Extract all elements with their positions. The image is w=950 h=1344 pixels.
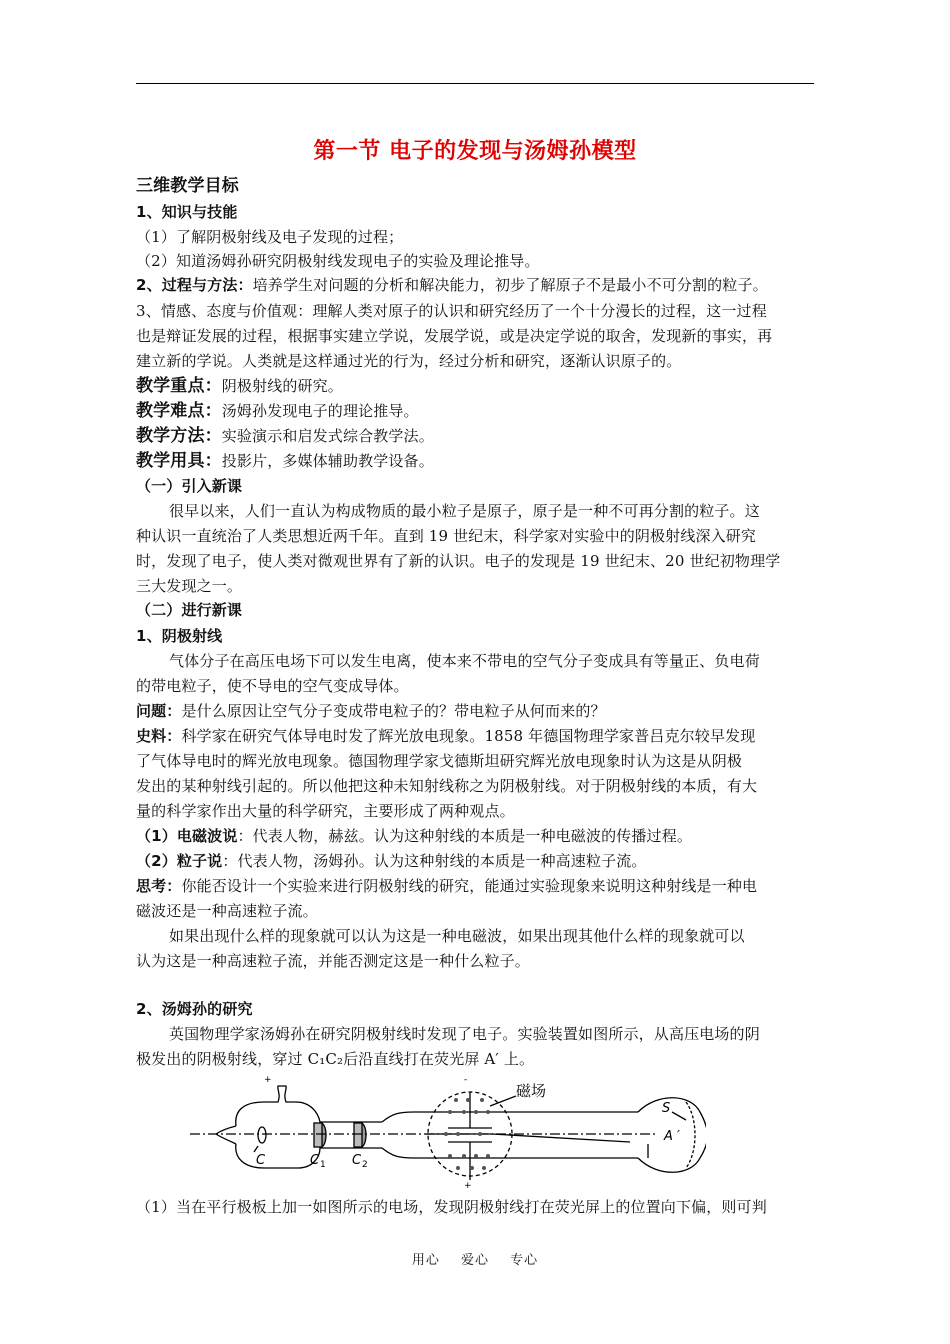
intro-line-2: 种认识一直统治了人类思想近两千年。直到 19 世纪末，科学家对实验中的阴极射线深入研究 [136,527,757,545]
thomson-last-line: （1）当在平行极板上加一如图所示的电场，发现阴极射线打在荧光屏上的位置向下偏，则可判 [136,1198,767,1216]
thomson-heading: 2、汤姆孙的研究 [136,1000,253,1018]
process-label: 2、过程与方法： [136,276,253,294]
history-line-3: 发出的某种射线引起的。所以他把这种未知射线称之为阴极射线。对于阴极射线的本质，有大 [136,777,758,795]
intro-line-4: 三大发现之一。 [136,577,243,595]
method-text: 实验演示和启发式综合教学法。 [221,427,434,445]
knowledge-item-1: （1）了解阴极射线及电子发现的过程； [136,228,404,246]
label-c1-subscript: 1 [320,1160,326,1170]
history-line-2: 了气体导电时的辉光放电现象。德国物理学家戈德斯坦研究辉光放电现象时认为这是从阴极 [136,752,743,770]
cathode-para-line-1: 气体分子在高压电场下可以发生电离，使本来不带电的空气分子变成具有等量正、负电荷 [169,652,760,670]
if-line-2: 认为这是一种高速粒子流，并能否测定这是一种什么粒子。 [136,952,530,970]
objectives-heading: 三维教学目标 [136,176,239,196]
new-lesson-heading: （二）进行新课 [136,601,243,619]
question-label: 问题： [136,702,182,720]
thomson-line-1: 英国物理学家汤姆孙在研究阴极射线时发现了电子。实验装置如图所示，从高压电场的阴 [169,1025,760,1043]
key-label: 教学重点： [136,376,222,396]
sign-plus-left: + [264,1075,272,1085]
history-text: 科学家在研究气体导电时发了辉光放电现象。1858 年德国物理学家普吕克尔较早发现 [181,727,756,745]
label-c2-subscript: 2 [362,1160,368,1170]
intro-line-1: 很早以来，人们一直认为构成物质的最小粒子是原子，原子是一种不可再分割的粒子。这 [169,502,760,520]
intro-heading: （一）引入新课 [136,477,243,495]
intro-line-3: 时，发现了电子，使人类对微观世界有了新的认识。电子的发现是 19 世纪末、20 世纪初物理学 [136,552,781,570]
method-label: 教学方法： [136,426,222,446]
knowledge-item-2: （2）知道汤姆孙研究阴极射线发现电子的实验及理论推导。 [136,252,540,270]
label-s: S [662,1101,671,1116]
knowledge-heading: 1、知识与技能 [136,203,238,221]
sign-minus-top: - [464,1075,468,1085]
cathode-ray-tube-diagram [186,1072,706,1190]
label-c: C [256,1153,266,1168]
header-rule [136,83,814,84]
tools-text: 投影片，多媒体辅助教学设备。 [221,452,434,470]
emotion-line-1: 3、情感、态度与价值观：理解人类对原子的认识和研究经历了一个十分漫长的过程，这一过程 [136,302,767,320]
history-line-1 [136,727,816,745]
difficulty-text: 汤姆孙发现电子的理论推导。 [221,402,419,420]
difficulty [136,402,816,420]
think-line-2: 磁波还是一种高速粒子流。 [136,902,318,920]
label-a-prime: A ′ [664,1129,680,1144]
process-text: 培养学生对问题的分析和解决能力，初步了解原子不是最小不可分割的粒子。 [252,276,768,294]
think-text: 你能否设计一个实验来进行阴极射线的研究，能通过实验现象来说明这种射线是一种电 [181,877,758,895]
cathode-heading: 1、阴极射线 [136,627,223,645]
tools [136,452,816,470]
method [136,427,816,445]
difficulty-label: 教学难点： [136,401,222,421]
footer-item-1: 用心 [411,1253,440,1268]
cathode-para-line-2: 的带电粒子，使不导电的空气变成导体。 [136,677,409,695]
think-line-1 [136,877,816,895]
process-line [136,276,816,294]
key-text: 阴极射线的研究。 [221,377,343,395]
particle-text: ：代表人物，汤姆孙。认为这种射线的本质是一种高速粒子流。 [222,852,647,870]
history-label: 史料： [136,727,182,745]
question-line [136,702,816,720]
tools-label: 教学用具： [136,451,222,471]
page-footer [0,1249,950,1268]
particle-theory [136,852,816,870]
label-c1: C [310,1153,320,1168]
em-theory [136,827,816,845]
em-text: ：代表人物，赫兹。认为这种射线的本质是一种电磁波的传播过程。 [237,827,693,845]
particle-label: （2）粒子说 [136,852,223,870]
question-text: 是什么原因让空气分子变成带电粒子的？带电粒子从何而来的？ [181,702,606,720]
if-line-1: 如果出现什么样的现象就可以认为这是一种电磁波，如果出现其他什么样的现象就可以 [169,927,745,945]
em-label: （1）电磁波说 [136,827,238,845]
thomson-line-2: 极发出的阴极射线，穿过 C₁C₂后沿直线打在荧光屏 A′ 上。 [136,1050,535,1068]
footer-item-2: 爱心 [460,1253,489,1268]
footer-item-3: 专心 [510,1253,539,1268]
think-label: 思考： [136,877,182,895]
sign-plus-bottom: + [464,1181,472,1190]
emotion-line-3: 建立新的学说。人类就是这样通过光的行为，经过分析和研究，逐渐认识原子的。 [136,352,682,370]
emotion-line-2: 也是辩证发展的过程，根据事实建立学说，发展学说，或是决定学说的取舍，发现新的事实，再 [136,327,773,345]
label-c2: C [352,1153,362,1168]
label-magnetic-field: 磁场 [516,1082,547,1100]
page-title: 第一节 电子的发现与汤姆孙模型 [313,139,637,164]
history-line-4: 量的科学家作出大量的科学研究，主要形成了两种观点。 [136,802,515,820]
key-point [136,377,816,395]
